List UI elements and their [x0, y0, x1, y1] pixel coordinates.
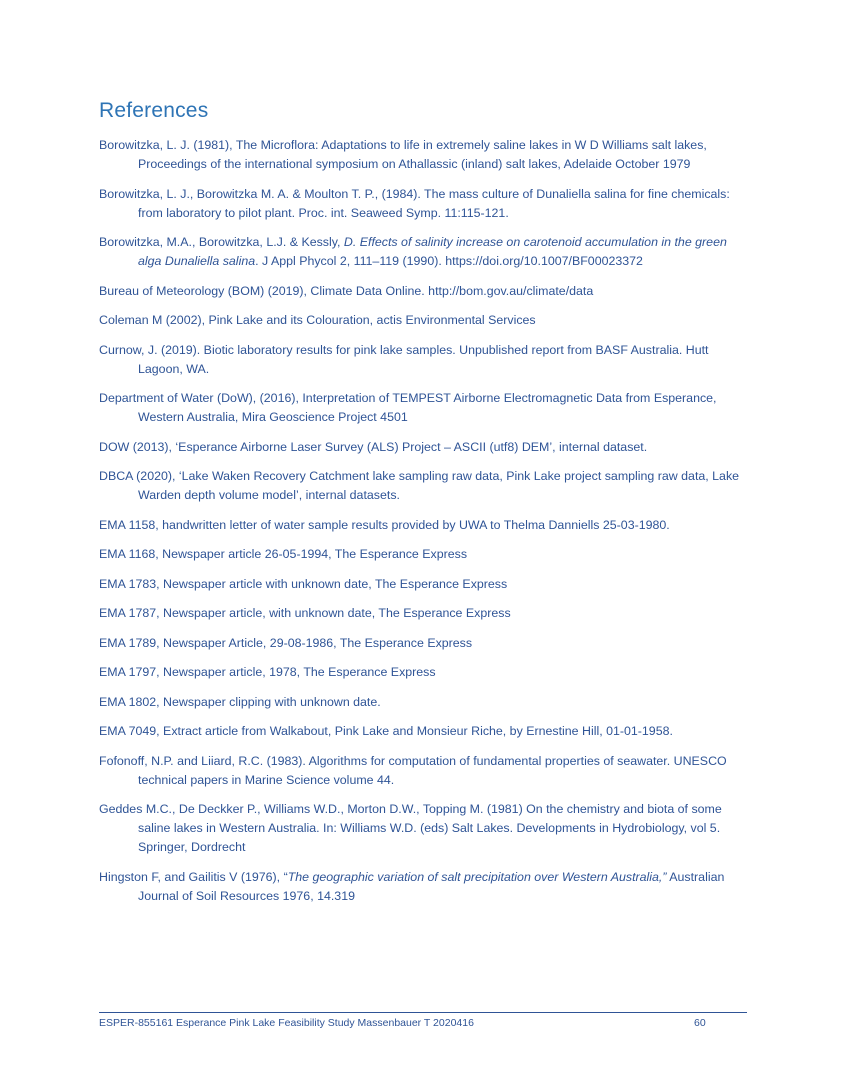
reference-item: EMA 1802, Newspaper clipping with unknown date.	[99, 694, 381, 709]
reference-item: EMA 1797, Newspaper article, 1978, The Esperance Express	[99, 665, 436, 679]
section-heading: References	[99, 99, 209, 122]
reference-item: Borowitzka, L. J. (1981), The Microflora: Adaptations to life in extremely saline lakes in W D Williams salt lakes, Proceedings of the international symposium on Athallassic (inland) salt lakes, Adelaide October 1979	[99, 138, 707, 171]
reference-item: DBCA (2020), ‘Lake Waken Recovery Catchment lake sampling raw data, Pink Lake project sampling raw data, Lake Warden depth volume model’, internal datasets.	[99, 469, 740, 502]
reference-item: Fofonoff, N.P. and Liiard, R.C. (1983). Algorithms for computation of fundamental properties of seawater. UNESCO technical papers in Marine Science volume 44.	[99, 753, 727, 787]
reference-item: EMA 1168, Newspaper article 26-05-1994, The Esperance Express	[99, 547, 468, 561]
reference-item: Geddes M.C., De Deckker P., Williams W.D., Morton D.W., Topping M. (1981) On the chemistry and biota of some saline lakes in Western Australia. In: Williams W.D. (eds) Salt Lakes. Developments in Hydrobiology, vol 5. Springer, Dordrecht	[99, 802, 722, 854]
reference-item: Curnow, J. (2019). Biotic laboratory results for pink lake samples. Unpublished report from BASF Australia. Hutt Lagoon, WA.	[99, 342, 709, 376]
page-number: 60	[694, 1017, 706, 1029]
reference-item: EMA 1158, handwritten letter of water sample results provided by UWA to Thelma Danniells 25-03-1980.	[99, 517, 670, 532]
reference-item: Borowitzka, M.A., Borowitzka, L.J. & Kessly, D. Effects of salinity increase on carotenoid accumulation in the green alga Dunaliella salina. J Appl Phycol 2, 111–119 (1990). https://doi.org/10.1007/BF00023372	[99, 235, 727, 268]
reference-item: EMA 7049, Extract article from Walkabout, Pink Lake and Monsieur Riche, by Ernestine Hill, 01-01-1958.	[99, 724, 673, 738]
reference-item: EMA 1787, Newspaper article, with unknown date, The Esperance Express	[99, 606, 511, 620]
reference-item: EMA 1783, Newspaper article with unknown date, The Esperance Express	[99, 576, 508, 591]
reference-item: EMA 1789, Newspaper Article, 29-08-1986, The Esperance Express	[99, 635, 473, 650]
reference-item: DOW (2013), ‘Esperance Airborne Laser Survey (ALS) Project – ASCII (utf8) DEM’, internal dataset.	[99, 439, 648, 454]
reference-item: Hingston F, and Gailitis V (1976), “The geographic variation of salt precipitation over Western Australia,” Australian Journal of Soil Resources 1976, 14.319	[99, 869, 725, 903]
reference-list	[99, 136, 747, 916]
reference-item: Department of Water (DoW), (2016), Interpretation of TEMPEST Airborne Electromagnetic Data from Esperance, Western Australia, Mira Geoscience Project 4501	[99, 391, 717, 424]
reference-item: Coleman M (2002), Pink Lake and its Colouration, actis Environmental Services	[99, 313, 536, 327]
footer-document-id: ESPER-855161 Esperance Pink Lake Feasibility Study Massenbauer T 2020416	[99, 1017, 474, 1029]
footer-divider	[99, 1012, 747, 1013]
reference-item: Borowitzka, L. J., Borowitzka M. A. & Moulton T. P., (1984). The mass culture of Dunaliella salina for fine chemicals: from laboratory to pilot plant. Proc. int. Seaweed Symp. 11:115-121.	[99, 186, 730, 220]
reference-item: Bureau of Meteorology (BOM) (2019), Climate Data Online. http://bom.gov.au/climate/data	[99, 283, 594, 298]
